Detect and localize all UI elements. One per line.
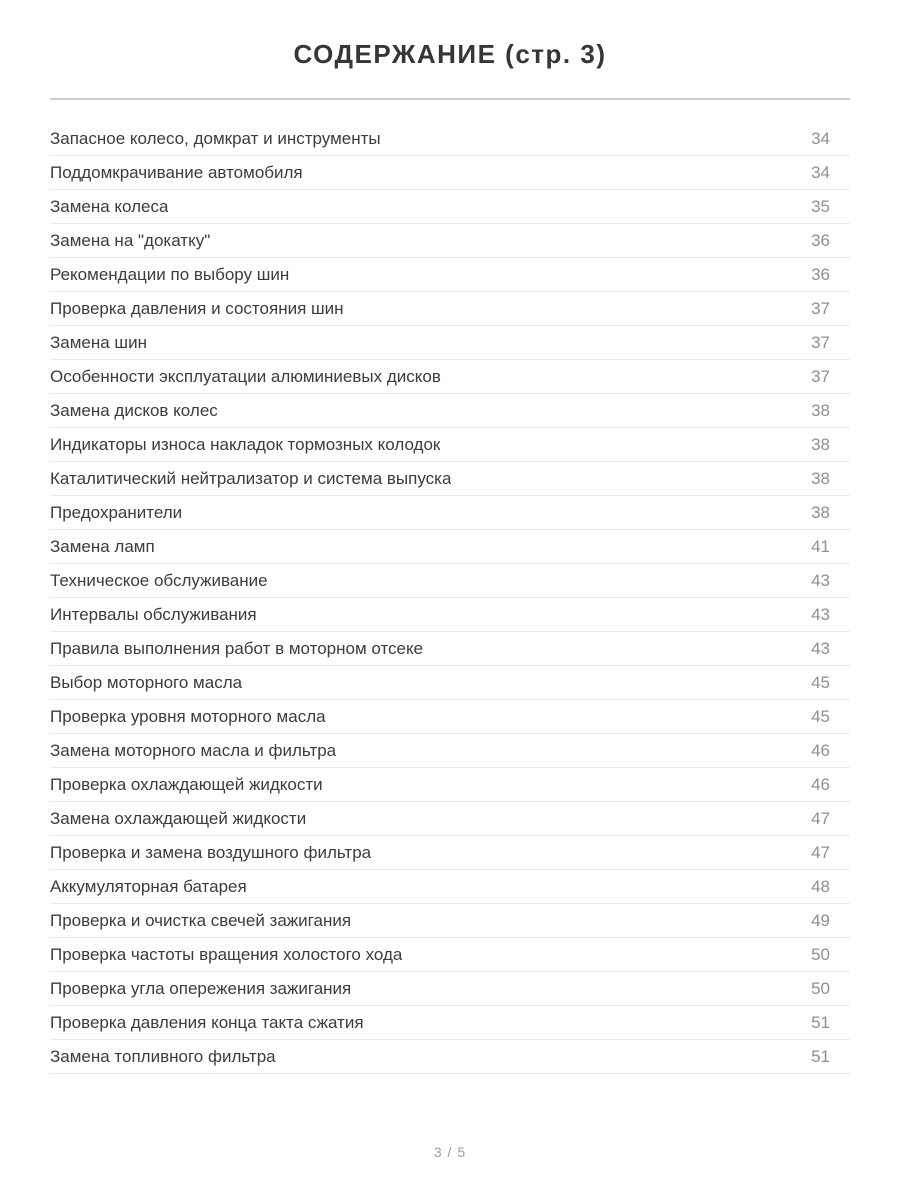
toc-entry[interactable] — [50, 666, 850, 700]
toc-entry-page-number: 38 — [811, 502, 830, 522]
toc-entry-page-number: 49 — [811, 910, 830, 930]
toc-entry[interactable] — [50, 258, 850, 292]
header-divider — [50, 98, 850, 100]
toc-entry-page-number: 43 — [811, 570, 830, 590]
toc-entry-label: Проверка охлаждающей жидкости — [50, 774, 323, 794]
toc-entry-label: Поддомкрачивание автомобиля — [50, 162, 303, 182]
toc-entry-page-number: 46 — [811, 774, 830, 794]
page-title: СОДЕРЖАНИЕ (стр. 3) — [293, 39, 607, 69]
toc-entry[interactable] — [50, 530, 850, 564]
toc-entry-label: Интервалы обслуживания — [50, 604, 257, 624]
toc-entry[interactable] — [50, 1006, 850, 1040]
toc-entry-label: Выбор моторного масла — [50, 672, 243, 692]
toc-entry-label: Проверка давления и состояния шин — [50, 298, 344, 318]
toc-entry[interactable] — [50, 360, 850, 394]
toc-entry[interactable] — [50, 156, 850, 190]
toc-entry-page-number: 37 — [811, 332, 830, 352]
toc-entry[interactable] — [50, 122, 850, 156]
toc-entry-page-number: 45 — [811, 672, 830, 692]
toc-entry-label: Запасное колесо, домкрат и инструменты — [50, 128, 381, 148]
page-indicator: 3 / 5 — [433, 1144, 467, 1160]
toc-entry-page-number: 38 — [811, 400, 830, 420]
toc-entry-label: Замена дисков колес — [50, 400, 218, 420]
toc-entry-page-number: 47 — [811, 808, 830, 828]
toc-entry[interactable] — [50, 870, 850, 904]
toc-entry[interactable] — [50, 1040, 850, 1074]
toc-list — [50, 122, 850, 1074]
toc-entry-label: Проверка давления конца такта сжатия — [50, 1012, 364, 1032]
toc-entry[interactable] — [50, 904, 850, 938]
toc-entry-page-number: 34 — [811, 162, 830, 182]
toc-entry-label: Предохранители — [50, 502, 183, 522]
toc-entry-label: Проверка и очистка свечей зажигания — [50, 910, 352, 930]
toc-entry-label: Каталитический нейтрализатор и система выпуска — [50, 468, 452, 488]
toc-entry-label: Техническое обслуживание — [50, 570, 268, 590]
toc-entry[interactable] — [50, 802, 850, 836]
toc-entry-label: Замена топливного фильтра — [50, 1046, 276, 1066]
toc-entry-label: Проверка и замена воздушного фильтра — [50, 842, 372, 862]
toc-entry[interactable] — [50, 292, 850, 326]
toc-entry-page-number: 48 — [811, 876, 830, 896]
toc-entry[interactable] — [50, 190, 850, 224]
toc-entry-label: Аккумуляторная батарея — [50, 876, 247, 896]
toc-entry-page-number: 41 — [811, 536, 830, 556]
toc-entry-page-number: 45 — [811, 706, 830, 726]
toc-entry[interactable] — [50, 972, 850, 1006]
toc-entry[interactable] — [50, 428, 850, 462]
toc-entry-page-number: 50 — [811, 978, 830, 998]
toc-entry[interactable] — [50, 462, 850, 496]
toc-entry[interactable] — [50, 632, 850, 666]
toc-entry[interactable] — [50, 564, 850, 598]
toc-entry-label: Замена охлаждающей жидкости — [50, 808, 307, 828]
toc-entry[interactable] — [50, 224, 850, 258]
toc-entry-label: Проверка уровня моторного масла — [50, 706, 326, 726]
toc-entry-page-number: 37 — [811, 298, 830, 318]
toc-entry-label: Проверка частоты вращения холостого хода — [50, 944, 403, 964]
toc-entry-page-number: 38 — [811, 468, 830, 488]
toc-entry-page-number: 36 — [811, 230, 830, 250]
toc-entry[interactable] — [50, 394, 850, 428]
toc-entry-page-number: 51 — [811, 1012, 830, 1032]
toc-entry[interactable] — [50, 326, 850, 360]
toc-entry-page-number: 36 — [811, 264, 830, 284]
toc-entry-label: Замена ламп — [50, 536, 155, 556]
toc-entry-label: Рекомендации по выбору шин — [50, 264, 290, 284]
toc-entry-label: Замена на "докатку" — [50, 230, 211, 250]
toc-entry-page-number: 37 — [811, 366, 830, 386]
toc-entry[interactable] — [50, 734, 850, 768]
toc-entry-page-number: 34 — [811, 128, 830, 148]
toc-entry-page-number: 43 — [811, 604, 830, 624]
toc-entry[interactable] — [50, 768, 850, 802]
toc-entry-label: Проверка угла опережения зажигания — [50, 978, 352, 998]
toc-entry[interactable] — [50, 496, 850, 530]
toc-entry[interactable] — [50, 938, 850, 972]
toc-entry-page-number: 51 — [811, 1046, 830, 1066]
toc-entry-label: Замена колеса — [50, 196, 169, 216]
toc-entry-page-number: 46 — [811, 740, 830, 760]
toc-entry[interactable] — [50, 836, 850, 870]
toc-entry-page-number: 35 — [811, 196, 830, 216]
toc-entry-page-number: 50 — [811, 944, 830, 964]
toc-entry-label: Индикаторы износа накладок тормозных колодок — [50, 434, 441, 454]
toc-entry-label: Особенности эксплуатации алюминиевых дисков — [50, 366, 441, 386]
toc-entry[interactable] — [50, 598, 850, 632]
toc-entry-page-number: 43 — [811, 638, 830, 658]
toc-entry[interactable] — [50, 700, 850, 734]
toc-entry-label: Замена шин — [50, 332, 147, 352]
toc-entry-label: Правила выполнения работ в моторном отсеке — [50, 638, 424, 658]
toc-entry-label: Замена моторного масла и фильтра — [50, 740, 337, 760]
toc-entry-page-number: 38 — [811, 434, 830, 454]
toc-entry-page-number: 47 — [811, 842, 830, 862]
